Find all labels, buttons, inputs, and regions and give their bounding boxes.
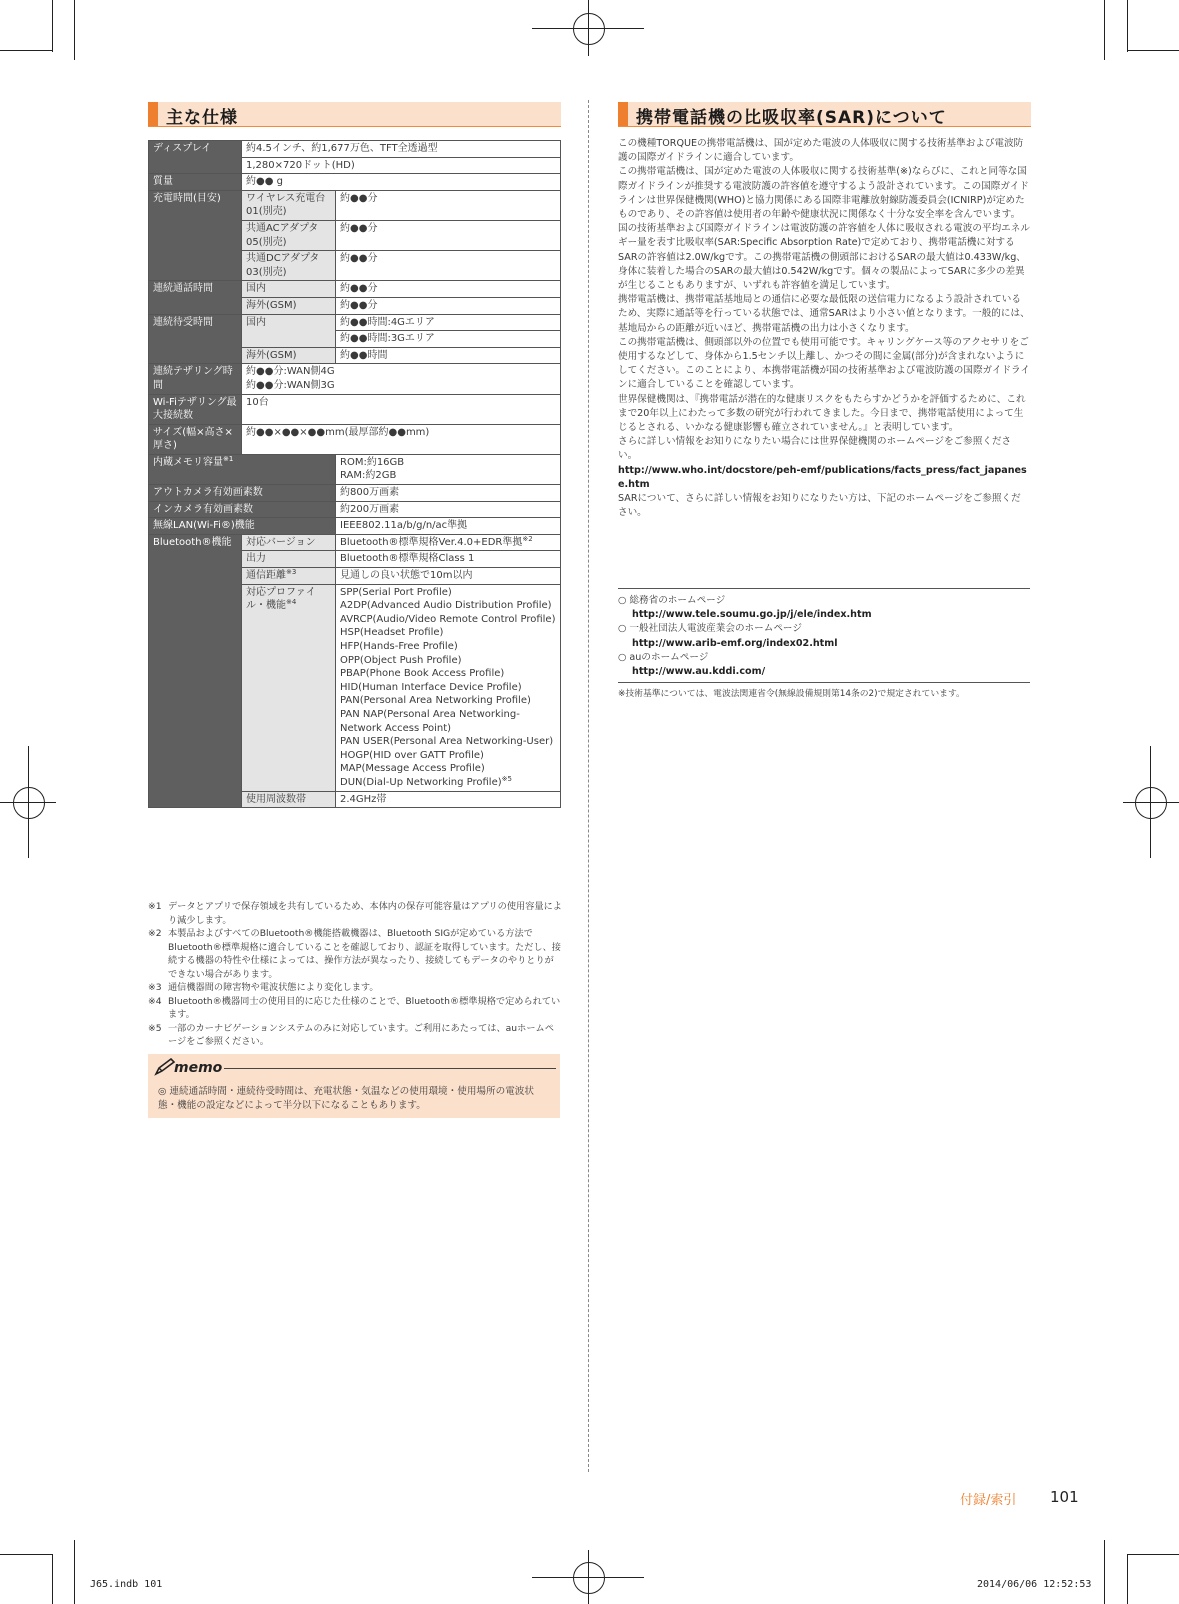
table-cell: 10台 [242,394,561,424]
table-row [149,424,561,454]
profile-item: A2DP(Advanced Audio Distribution Profile) [340,600,552,612]
sar-body [618,137,1030,520]
registration-circle [573,13,605,45]
spec-table [148,140,561,808]
footnote-key: ※2 [148,928,162,939]
cell-line: RAM:約2GB [340,470,397,482]
row-header: アウトカメラ有効画素数 [149,485,336,502]
footnote-ref: ※2 [522,534,533,543]
paragraph: この携帯電話機は、側頭部以外の位置でも使用可能です。キャリングケース等のアクセサリをご使用するなどして、身体から1.5センチ以上離し、かつその間に金属(部分)が含まれないようにしてください。このことにより、本携帯電話機が国の技術基準および電波防護の国際ガイドラインに適合していることを確認しています。 [618,336,1030,391]
row-header [149,454,336,484]
memo-box [148,1054,560,1118]
sar-title: 携帯電話機の比吸収率(SAR)について [636,108,947,128]
paragraph: 携帯電話機は、携帯電話基地局との通信に必要な最低限の送信電力になるよう設計されているため、実際に通話等を行っている状態では、通常SARはより小さい値となります。一般的には、基地局からの距離が近いほど、携帯電話機の出力は小さくなります。 [618,294,1030,334]
crop-mark [1127,1554,1128,1604]
profile-item: HOGP(HID over GATT Profile) [340,749,484,761]
slug-left: J65.indb 101 [90,1579,163,1590]
sub-header: 国内 [242,281,336,298]
heading-accent-bar [148,102,158,126]
row-header: ディスプレイ [149,141,242,174]
table-cell: 約●●分 [336,220,561,250]
footnote-ref: ※3 [286,568,297,577]
table-row [149,518,561,535]
link-label: ○ 一般社団法人電波産業会のホームページ [618,623,802,635]
sub-header: 出力 [242,551,336,568]
sub-header: 共通ACアダプタ05(別売) [242,220,336,250]
footnote-key: ※3 [148,982,162,993]
row-header: インカメラ有効画素数 [149,501,336,518]
footnote [148,981,562,995]
paragraph: さらに詳しい情報をお知りになりたい場合には世界保健機関のホームページをご参照ください。 [618,436,1012,462]
footnote-text: データとアプリで保存領域を共有しているため、本体内の保存可能容量はアプリの使用容量により減少します。 [168,901,562,926]
sub-header: 対応バージョン [242,534,336,551]
footnotes [148,900,562,1049]
table-cell [336,454,561,484]
table-row [149,364,561,394]
row-header: 質量 [149,174,242,191]
table-row [149,534,561,551]
link-url[interactable]: http://www.au.kddi.com/ [632,666,766,678]
page-number: 101 [1050,1488,1079,1506]
table-cell: 約●●時間 [336,347,561,364]
registration-circle [13,787,45,819]
cell-line: 約●●分:WAN側4G [246,366,335,378]
table-row [149,141,561,158]
memo-label: memo [174,1060,223,1076]
footnote [148,995,562,1022]
sub-header-text: 通信距離 [246,570,286,582]
paragraph: この携帯電話機は、国が定めた電波の人体吸収に関する技術基準(※)ならびに、これと同等な国際ガイドラインが推奨する電波防護の許容値を遵守するよう設計されています。この国際ガイドラインは世界保健機関(WHO)と協力関係にある国際非電離放射線防護委員会(ICNIRP)が定めたものであり、その許容値は使用者の年齢や健康状況に関係なく十分な安全率を含んでいます。 [618,166,1029,221]
link-list [618,594,1030,679]
row-header: 連続待受時間 [149,314,242,364]
sub-header: ワイヤレス充電台01(別売) [242,190,336,220]
slug-right: 2014/06/06 12:52:53 [977,1579,1092,1590]
profile-item: DUN(Dial-Up Networking Profile) [340,776,502,788]
memo-rule [224,1068,556,1069]
sub-header: 海外(GSM) [242,297,336,314]
profile-item: PBAP(Phone Book Access Profile) [340,668,505,680]
profile-list-cell [336,584,561,791]
footnote-key: ※4 [148,995,162,1007]
table-row [149,190,561,220]
profile-item: HFP(Hands-Free Profile) [340,641,458,652]
crop-mark [52,0,53,52]
specs-heading [148,102,561,127]
profile-item: MAP(Message Access Profile) [340,763,485,775]
registration-circle [1135,787,1167,819]
profile-item: AVRCP(Audio/Video Remote Control Profile) [340,613,556,625]
footnote-text: 本製品およびすべてのBluetooth®機能搭載機器は、Bluetooth SIGが定めている方法でBluetooth®標準規格に適合していることを確認しており、認証を取得しています。ただし、接続する機器の特性や仕様によっては、操作方法が異なったり、接続してもデータのやりとりができない場合があります。 [168,928,561,980]
footnote-key: ※5 [148,1022,162,1034]
table-row [149,314,561,331]
sub-header: 共通DCアダプタ03(別売) [242,251,336,281]
footnote-ref: ※1 [223,454,234,463]
cell-text: Bluetooth®標準規格Ver.4.0+EDR準拠 [340,536,523,548]
crop-mark [0,1554,52,1555]
sub-header: 国内 [242,314,336,347]
footnote-key: ※1 [148,901,162,912]
row-header: 連続テザリング時間 [149,364,242,394]
table-cell: 2.4GHz帯 [336,791,561,808]
column-divider [588,100,589,1472]
table-cell: IEEE802.11a/b/g/n/ac準拠 [336,518,561,535]
paragraph: この機種TORQUEの携帯電話機は、国が定めた電波の人体吸収に関する技術基準および電波防護の国際ガイドラインに適合しています。 [618,138,1024,164]
specs-title: 主な仕様 [166,108,238,128]
footnote [148,1022,562,1049]
table-cell: Bluetooth®標準規格Class 1 [336,551,561,568]
table-cell: 約●●時間:3Gエリア [336,331,561,348]
sub-header [242,568,336,585]
footnote-text: Bluetooth®機器同士の使用目的に応じた仕様のことで、Bluetooth®標準規格で定められています。 [168,995,561,1020]
row-header: Wi-Fiテザリング最大接続数 [149,394,242,424]
cell-line: 約●●分:WAN側3G [246,379,335,391]
sar-footnote: ※技術基準については、電波法関連省令(無線設備規則第14条の2)で規定されています。 [618,689,965,699]
divider-rule [618,682,1030,683]
table-cell: 約●●時間:4Gエリア [336,314,561,331]
crop-mark [0,50,52,51]
footnote-text: 通信機器間の障害物や電波状態により変化します。 [168,982,379,993]
link-label: ○ auのホームページ [618,651,709,663]
footnote [148,927,562,981]
table-cell: 約●●分 [336,281,561,298]
header-text: 内蔵メモリ容量 [153,456,223,468]
crop-mark [1104,0,1105,60]
profile-item: PAN(Personal Area Networking Profile) [340,695,531,707]
sub-header [242,584,336,791]
pencil-icon [154,1058,176,1076]
table-cell: 約4.5インチ、約1,677万色、TFT全透過型 [242,141,561,158]
crop-mark [1127,1554,1179,1555]
profile-item: SPP(Serial Port Profile) [340,586,452,598]
table-cell: 約200万画素 [336,501,561,518]
link-url[interactable]: http://www.tele.soumu.go.jp/j/ele/index.htm [632,609,872,621]
table-row [149,174,561,191]
table-row [149,485,561,502]
row-header: Bluetooth®機能 [149,534,242,807]
crop-mark [1127,50,1179,51]
crop-mark [1127,0,1128,52]
sub-header: 使用周波数帯 [242,791,336,808]
table-cell: 約●●分 [336,251,561,281]
row-header: 無線LAN(Wi-Fi®)機能 [149,518,336,535]
heading-accent-bar [618,102,628,126]
table-cell: 約●●分 [336,297,561,314]
paragraph: 国の技術基準および国際ガイドラインは電波防護の許容値を人体に吸収される電波の平均エネルギー量を表す比吸収率(SAR:Specific Absorption Rate)で定めており、携帯電話機に対するSARの許容値は2.0W/kgです。この携帯電話機の側頭部におけるSARの最大値は0.433W/kg、身体に装着した場合のSARの最大値は0.542W/kgです。個々の製品によってSARに多少の差異が生じることもありますが、いずれも許容値を満足しています。 [618,223,1030,292]
table-cell: 約800万画素 [336,485,561,502]
paragraph: 世界保健機関は、『携帯電話が潜在的な健康リスクをもたらすかどうかを評価するために、これまで20年以上にわたって多数の研究が行われてきました。今日まで、携帯電話使用によって生じるとされる、いかなる健康影響も確立されていません。』と表明しています。 [618,393,1026,434]
table-cell [242,364,561,394]
sar-heading [618,102,1031,127]
table-cell: 約●● g [242,174,561,191]
link-url[interactable]: http://www.arib-emf.org/index02.html [632,637,838,649]
crop-mark [74,1540,75,1604]
crop-mark [74,0,75,60]
profile-item: HID(Human Interface Device Profile) [340,681,522,693]
footnote [148,900,562,927]
footnote-text: 一部のカーナビゲーションシステムのみに対応しています。ご利用にあたっては、auホームページをご参照ください。 [168,1022,554,1047]
table-cell: 約●●分 [336,190,561,220]
profile-item-last [340,776,556,790]
memo-text: ◎ 連続通話時間・連続待受時間は、充電状態・気温などの使用環境・使用場所の電波状態・機能の設定などによって半分以下になることもあります。 [158,1086,534,1111]
crop-mark [1104,1540,1105,1604]
divider-rule [618,588,1030,589]
footnote-ref: ※4 [286,598,297,607]
paragraph: SARについて、さらに詳しい情報をお知りになりたい方は、下記のホームページをご参照ください。 [618,493,1021,519]
profile-item: PAN NAP(Personal Area Networking-Network Access Point) [340,708,520,734]
table-row [149,394,561,424]
sub-header: 海外(GSM) [242,347,336,364]
cell-line: ROM:約16GB [340,456,405,468]
who-link[interactable]: http://www.who.int/docstore/peh-emf/publications/facts_press/fact_japanese.htm [618,464,1027,490]
footnote-ref: ※5 [501,774,512,783]
row-header: 充電時間(目安) [149,190,242,281]
table-row [149,281,561,298]
table-row [149,454,561,484]
row-header: サイズ(幅×高さ×厚さ) [149,424,242,454]
row-header: 連続通話時間 [149,281,242,314]
profile-item: OPP(Object Push Profile) [340,654,462,666]
link-label: ○ 総務省のホームページ [618,595,726,606]
sub-header-text: 対応プロファイル・機能 [246,586,316,612]
table-cell: 見通しの良い状態で10m以内 [336,568,561,585]
profile-item: HSP(Headset Profile) [340,627,444,639]
footer-section-label: 付録/索引 [960,1493,1017,1508]
table-row [149,501,561,518]
table-cell: 約●●×●●×●●mm(最厚部約●●mm) [242,424,561,454]
crop-mark [52,1554,53,1604]
table-cell [336,534,561,551]
table-cell: 1,280×720ドット(HD) [242,157,561,174]
registration-circle [573,1562,605,1594]
profile-item: PAN USER(Personal Area Networking-User) [340,736,554,748]
